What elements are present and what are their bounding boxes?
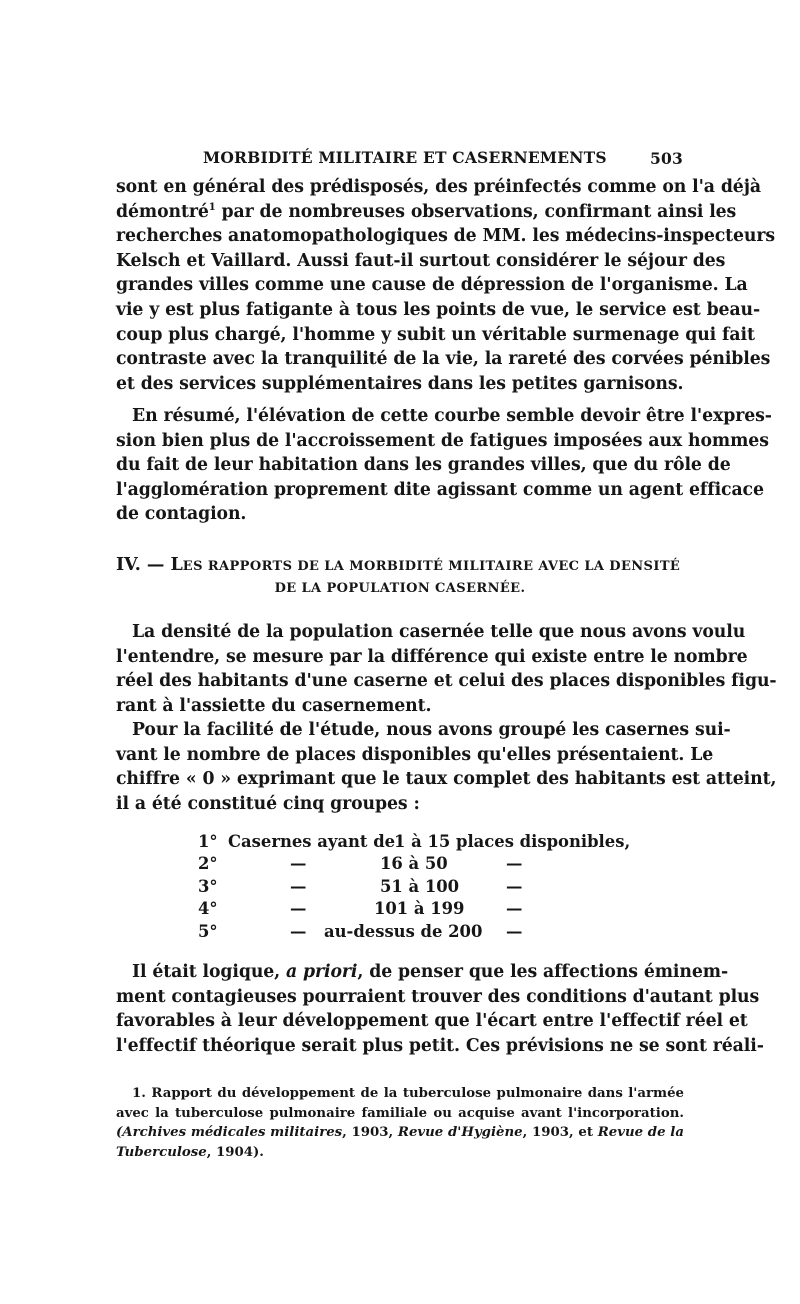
text-line: grandes villes comme une cause de dépression de l'organisme. La [116, 275, 748, 296]
group-row [198, 877, 618, 899]
group-range: au-dessus de 200 [324, 921, 483, 941]
text-line: recherches anatomopathologiques de MM. les médecins-inspecteurs [116, 226, 776, 247]
group-number: 3° [198, 876, 218, 896]
text-line: l'agglomération proprement dite agissant comme un agent efficace [116, 479, 764, 500]
group-row [198, 832, 631, 854]
footnote-line: Tuberculose, 1904). [116, 1144, 264, 1160]
paragraph-3 [116, 620, 777, 718]
text-line: ment contagieuses pourraient trouver des conditions d'autant plus [116, 986, 760, 1007]
footnote-marker: 1 [208, 201, 216, 213]
group-suffix: — [506, 876, 523, 896]
footnote-number: 1. [132, 1086, 146, 1101]
text-line: de contagion. [116, 504, 247, 525]
group-range: 16 à 50 [380, 854, 448, 874]
text-line: l'effectif théorique serait plus petit. Ces prévisions ne se sont réali- [116, 1035, 764, 1056]
section-heading [116, 555, 684, 596]
running-head [203, 148, 683, 167]
group-number: 1° [198, 832, 218, 851]
text-line: chiffre « 0 » exprimant que le taux complet des habitants est atteint, [116, 769, 777, 790]
group-number: 4° [198, 899, 218, 919]
text-line: sion bien plus de l'accroissement de fatigues imposées aux hommes [116, 430, 769, 451]
text-line: vie y est plus fatigante à tous les points de vue, le service est beau- [116, 299, 761, 320]
paragraph-4 [116, 718, 777, 816]
text-line: Kelsch et Vaillard. Aussi faut-il surtout considérer le séjour des [116, 250, 726, 271]
text-line: rant à l'assiette du casernement. [116, 695, 432, 716]
text-line: vant le nombre de places disponibles qu'elles présentaient. Le [116, 744, 714, 765]
group-label: — [290, 899, 307, 919]
footnote-line: (Archives médicales militaires, 1903, Revue d'Hygiène, 1903, et Revue de la [116, 1125, 684, 1141]
footnote-line: 1. Rapport du développement de la tuberculose pulmonaire dans l'armée [132, 1086, 684, 1101]
group-label: — [290, 854, 307, 874]
group-row [198, 854, 618, 876]
groups-list [198, 832, 631, 944]
page-number: 503 [650, 149, 683, 168]
group-label: — [290, 921, 307, 941]
text-line: l'entendre, se mesure par la différence qui existe entre le nombre [116, 646, 748, 667]
group-number: 5° [198, 921, 218, 941]
text-line: coup plus chargé, l'homme y subit un véritable surmenage qui fait [116, 324, 755, 345]
group-label: — [290, 876, 307, 896]
text-line: du fait de leur habitation dans les grandes villes, que du rôle de [116, 455, 731, 476]
group-range: 51 à 100 [380, 876, 460, 896]
paragraph-1 [116, 175, 776, 396]
group-label: Casernes ayant de [228, 832, 396, 851]
text-line: En résumé, l'élévation de cette courbe semble devoir être l'expres- [132, 406, 772, 426]
text-line: favorables à leur développement que l'écart entre l'effectif réel et [116, 1011, 748, 1032]
text-line: Pour la facilité de l'étude, nous avons groupé les casernes sui- [132, 720, 731, 740]
text-line: réel des habitants d'une caserne et celui des places disponibles figu- [116, 671, 777, 692]
footnote-line: avec la tuberculose pulmonaire familiale ou acquise avant l'incorporation. [116, 1105, 684, 1121]
running-head-title: MORBIDITÉ MILITAIRE ET CASERNEMENTS [203, 148, 607, 167]
section-heading-line-2: DE LA POPULATION CASERNÉE. [274, 581, 526, 596]
text-line: et des services supplémentaires dans les petites garnisons. [116, 373, 684, 394]
text-line: Il était logique, a priori, de penser que les affections éminem- [132, 962, 729, 982]
paragraph-2 [116, 404, 772, 527]
group-suffix: — [506, 899, 523, 919]
group-suffix: places disponibles, [456, 832, 631, 851]
group-number: 2° [198, 854, 218, 874]
group-range: 1 à 15 [394, 832, 451, 851]
text-line: il a été constitué cinq groupes : [116, 793, 420, 814]
footnote [116, 1084, 684, 1162]
group-row [198, 922, 618, 944]
section-heading-line-1: IV. — LES RAPPORTS DE LA MORBIDITÉ MILITAIRE AVEC LA DENSITÉ [116, 555, 681, 575]
text-line: démontré$^1$ par de nombreuses observations, confirmant ainsi les [116, 201, 737, 222]
group-suffix: — [506, 921, 523, 941]
text-line: La densité de la population casernée telle que nous avons voulu [132, 622, 746, 642]
group-row [198, 899, 618, 921]
group-suffix: — [506, 854, 523, 874]
text-line: contraste avec la tranquilité de la vie, la rareté des corvées pénibles [116, 349, 771, 370]
paragraph-5 [116, 960, 764, 1058]
group-range: 101 à 199 [374, 899, 465, 919]
text-line: sont en général des prédisposés, des préinfectés comme on l'a déjà [116, 177, 761, 197]
